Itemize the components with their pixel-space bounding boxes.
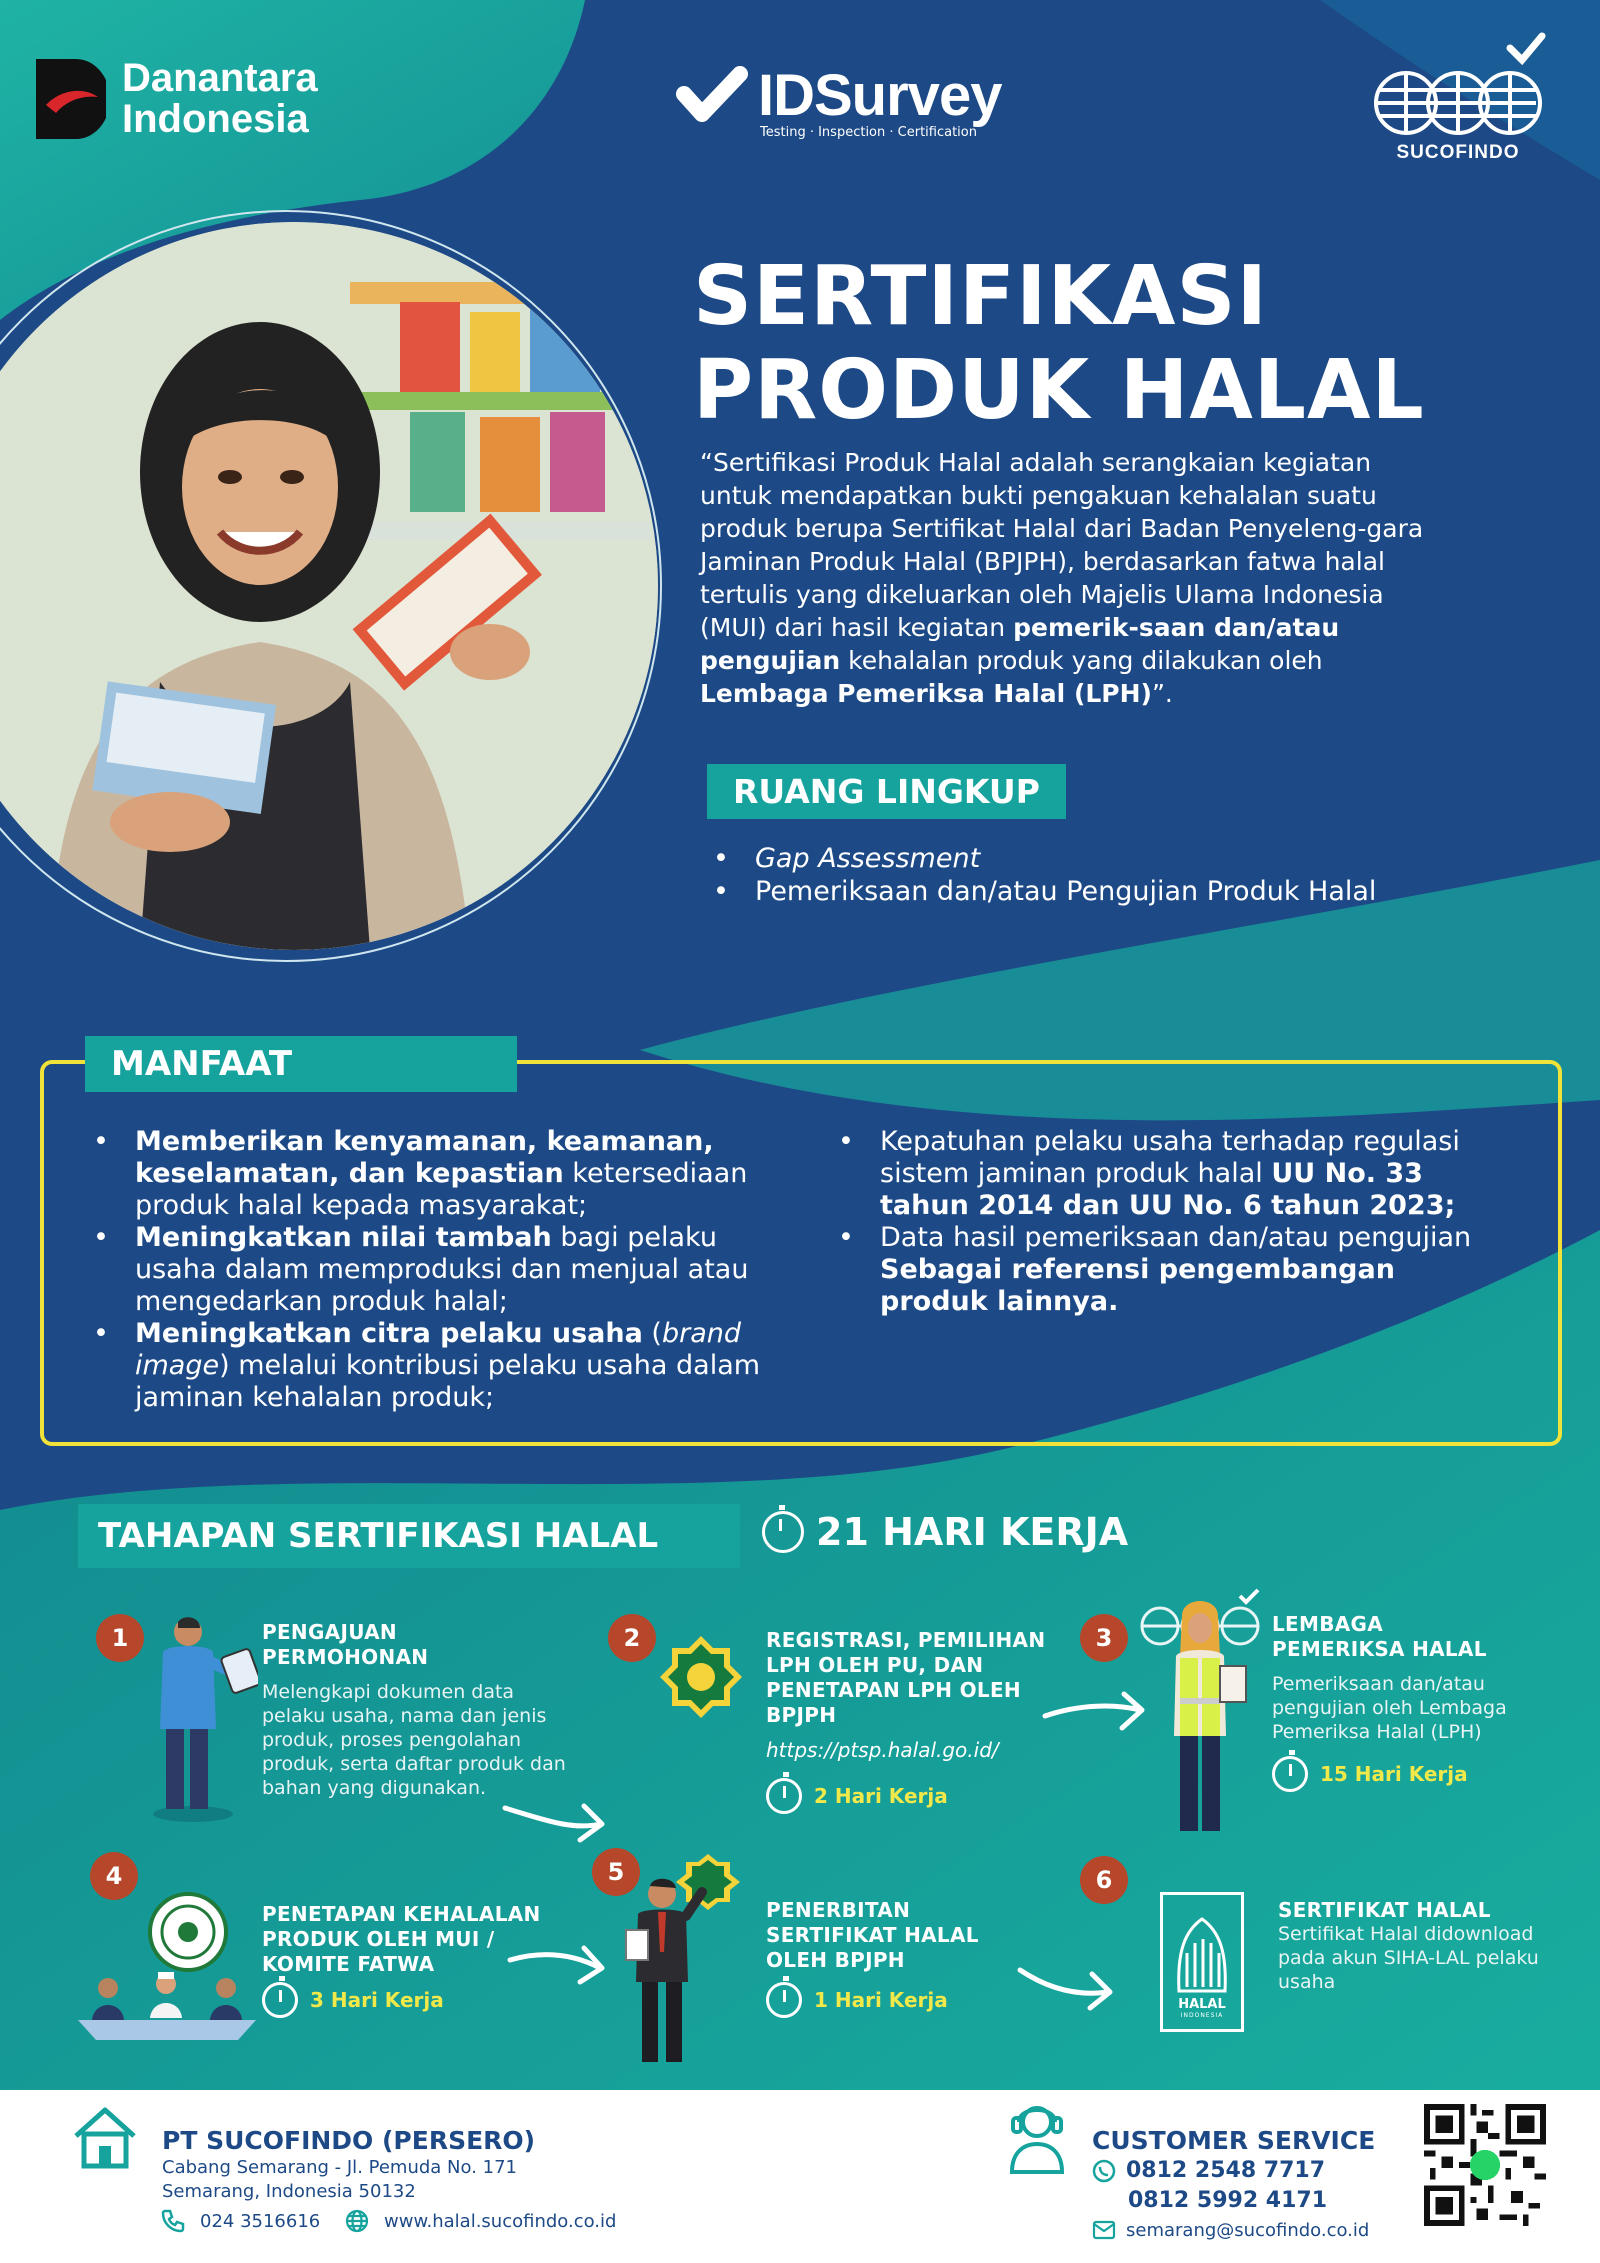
benefit-item [85,1222,775,1318]
step-title: PENETAPAN KEHALALAN PRODUK OLEH MUI / KOMITE FATWA [262,1902,541,1976]
benefit-text: bagi pelaku usaha dalam memproduksi dan menjual atau mengedarkan produk halal; [135,1222,749,1317]
step-title: REGISTRASI, PEMILIHAN LPH OLEH PU, DAN PENETAPAN LPH OLEH BPJPH [766,1628,1046,1727]
sucofindo-name: SUCOFINDO [1396,142,1520,163]
mui-meeting-icon [78,1890,256,2040]
scope-item [705,875,1505,908]
cs-phone-1[interactable] [1092,2158,1325,2183]
benefit-bold: UU No. 33 tahun 2014 dan UU No. 6 tahun 2023; [880,1158,1456,1221]
intro-text-bold-1: pemerik-saan dan/atau pengujian [700,613,1340,675]
page-title [693,250,1493,438]
inspector-woman-icon [1140,1586,1268,1836]
cs-email[interactable] [1092,2218,1369,2242]
step-duration-text: 3 Hari Kerja [310,1988,444,2012]
benefit-text: ( [642,1318,662,1349]
cs-email-text[interactable]: semarang@sucofindo.co.id [1126,2219,1370,2241]
cs-phone-2[interactable]: 0812 5992 4171 [1128,2188,1328,2213]
scope-item-text: Pemeriksaan dan/atau Pengujian Produk Halal [755,876,1377,907]
idsurvey-name: IDSurvey [758,63,1002,128]
sucofindo-logo [1358,28,1558,164]
intro-paragraph [700,446,1445,710]
benefit-text: ketersediaan produk halal kepada masyarakat; [135,1158,748,1221]
step-duration [262,1982,444,2018]
benefit-text: Kepatuhan pelaku usaha terhadap regulasi sistem jaminan produk halal [880,1126,1460,1189]
qr-code[interactable] [1424,2104,1546,2226]
stopwatch-icon [762,1511,804,1553]
phone-icon [160,2208,186,2234]
step-duration [766,1982,948,2018]
step-number: 5 [592,1848,640,1896]
stopwatch-icon [1272,1756,1308,1792]
benefit-item [830,1126,1510,1222]
step-number: 6 [1080,1856,1128,1904]
benefit-bold: Memberikan kenyamanan, keamanan, keselamatan, dan kepastian [135,1126,714,1189]
benefit-item [830,1222,1510,1318]
person-with-tablet-icon [138,1614,258,1824]
globe-icon [344,2208,370,2234]
benefits-list-left [85,1126,775,1414]
scope-item-text: Gap Assessment [755,843,981,874]
hero-photo-woman-shopping [0,222,658,950]
cs-phone-1-text[interactable]: 0812 2548 7717 [1126,2158,1326,2183]
benefit-item [85,1318,775,1414]
stopwatch-icon [262,1982,298,2018]
benefits-list-right [830,1126,1510,1318]
step-duration-text: 1 Hari Kerja [814,1988,948,2012]
step-desc: Pemeriksaan dan/atau pengujian oleh Lembaga Pemeriksa Halal (LPH) [1272,1673,1507,1743]
idsurvey-check-icon [676,64,750,128]
step-title: SERTIFIKAT HALAL [1278,1898,1491,1922]
stopwatch-icon [766,1778,802,1814]
benefit-italic: brand image [135,1318,742,1381]
step-duration [766,1778,948,1814]
page-title-line1: SERTIFIKASI [693,249,1269,344]
kemenag-emblem-icon [658,1634,744,1720]
halal-logo-sub: INDONESIA [1180,2012,1224,2019]
company-address-1: Cabang Semarang - Jl. Pemuda No. 171 [162,2157,517,2178]
scope-list [705,842,1505,908]
step-duration-text: 2 Hari Kerja [814,1784,948,1808]
sucofindo-globe-icon [1370,28,1546,140]
step-title: LEMBAGA PEMERIKSA HALAL [1272,1612,1487,1661]
company-website[interactable] [344,2208,616,2234]
house-icon [70,2104,140,2170]
intro-text-c: kehalalan produk yang dilakukan oleh [840,646,1323,675]
stopwatch-icon [766,1982,802,2018]
company-phone-text: 024 3516616 [200,2210,321,2232]
step-duration [1272,1756,1468,1792]
intro-text-a: “Sertifikasi Produk Halal adalah serangkaian kegiatan untuk mendapatkan bukti pengakuan kehalalan suatu produk berupa Sertifikat Halal dari Badan Penyeleng-gara Jaminan Produk Halal (BPJPH), berdasarkan fatwa halal tertulis yang dikeluarkan oleh Majelis Ulama Indonesia (MUI) dari hasil kegiatan [700,448,1424,642]
company-name: PT SUCOFINDO (PERSERO) [162,2126,536,2155]
steps-heading: TAHAPAN SERTIFIKASI HALAL [78,1504,740,1568]
mail-icon [1092,2218,1116,2242]
step-title: PENERBITAN SERTIFIKAT HALAL OLEH BPJPH [766,1898,979,1972]
step-duration-text: 15 Hari Kerja [1320,1762,1468,1786]
benefits-heading: MANFAAT [85,1036,517,1092]
benefit-bold: Meningkatkan nilai tambah [135,1222,552,1253]
benefit-item [85,1126,775,1222]
company-website-text[interactable]: www.halal.sucofindo.co.id [384,2210,617,2232]
page-title-line2: PRODUK HALAL [693,343,1425,438]
step-desc: Melengkapi dokumen data pelaku usaha, nama dan jenis produk, proses pengolahan produk, serta daftar produk dan bahan yang digunakan. [262,1681,566,1799]
danantara-name-line2: Indonesia [122,97,309,141]
danantara-name-line1: Danantara [122,56,318,100]
step-number: 3 [1080,1614,1128,1662]
benefit-bold: Sebagai referensi pengembangan produk lainnya. [880,1254,1395,1317]
company-address-2: Semarang, Indonesia 50132 [162,2181,416,2202]
customer-service-agent-icon [1004,2098,1070,2174]
company-phone [160,2208,320,2234]
cs-title: CUSTOMER SERVICE [1092,2126,1376,2155]
benefit-text: ) melalui kontribusi pelaku usaha dalam jaminan kehalalan produk; [135,1350,761,1413]
halal-logo-text: HALAL [1178,1997,1226,2012]
step-desc: Sertifikat Halal didownload pada akun SIHA-LAL pelaku usaha [1278,1923,1539,1993]
danantara-emblem-icon [36,59,106,139]
intro-text-bold-2: Lembaga Pemeriksa Halal (LPH) [700,679,1152,708]
total-duration [762,1510,1128,1554]
danantara-logo [36,58,318,140]
official-with-document-icon [618,1852,742,2068]
step-number: 1 [96,1614,144,1662]
benefit-text: Data hasil pemeriksaan dan/atau pengujian [880,1222,1472,1253]
step-title: PENGAJUAN PERMOHONAN [262,1620,429,1669]
step-link[interactable]: https://ptsp.halal.go.id/ [766,1738,999,1762]
idsurvey-logo [676,62,1036,140]
benefit-bold: Meningkatkan citra pelaku usaha [135,1318,643,1349]
whatsapp-badge-icon [1470,2150,1500,2180]
intro-text-e: ”. [1151,679,1173,708]
scope-heading: RUANG LINGKUP [707,764,1066,819]
step-number: 4 [90,1852,138,1900]
step-number: 2 [608,1614,656,1662]
halal-logo-icon [1173,1917,1231,1993]
idsurvey-tagline: Testing · Inspection · Certification [760,125,977,140]
total-duration-text: 21 HARI KERJA [816,1510,1129,1554]
halal-certificate-icon [1160,1892,1244,2032]
scope-item [705,842,1505,875]
whatsapp-icon [1092,2159,1116,2183]
